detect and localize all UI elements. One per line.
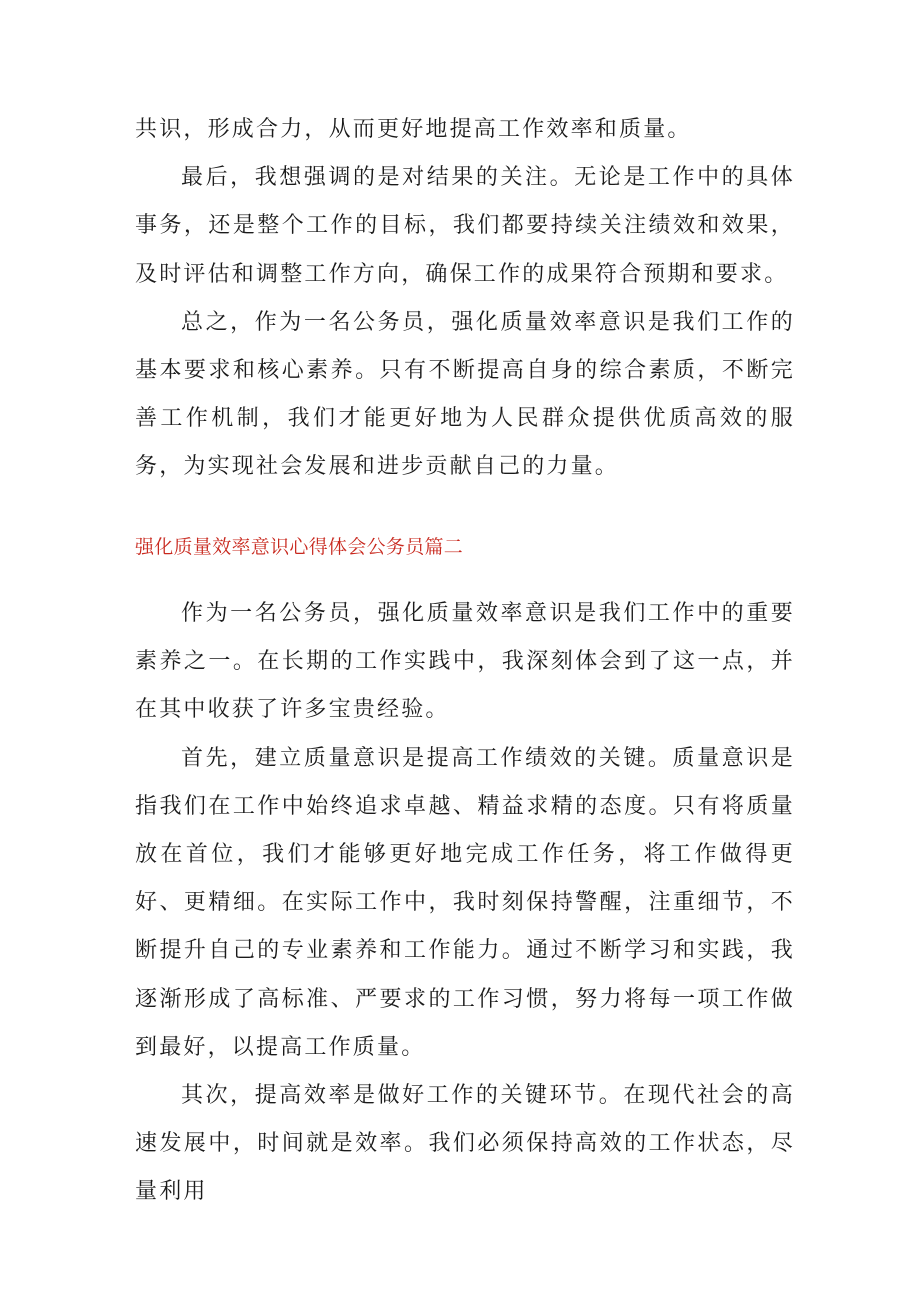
paragraph-conclusion: 总之，作为一名公务员，强化质量效率意识是我们工作的基本要求和核心素养。只有不断提高自身的综合素质，不断完善工作机制，我们才能更好地为人民群众提供优质高效的服务，为实现社会发展和进步贡献自己的力量。 (135, 309, 795, 480)
paragraph-continuation: 共识，形成合力，从而更好地提高工作效率和质量。 (135, 117, 692, 142)
paragraph-quality-awareness: 首先，建立质量意识是提高工作绩效的关键。质量意识是指我们在工作中始终追求卓越、精益求精的态度。只有将质量放在首位，我们才能够更好地完成工作任务，将工作做得更好、更精细。在实际工作中，我时刻保持警醒，注重细节，不断提升自己的专业素养和工作能力。通过不断学习和实践，我逐渐形成了高标准、严要求的工作习惯，努力将每一项工作做到最好，以提高工作质量。 (135, 745, 795, 1060)
paragraph-intro: 作为一名公务员，强化质量效率意识是我们工作中的重要素养之一。在长期的工作实践中，我深刻体会到了这一点，并在其中收获了许多宝贵经验。 (135, 601, 795, 723)
paragraph-efficiency: 其次，提高效率是做好工作的关键环节。在现代社会的高速发展中，时间就是效率。我们必须保持高效的工作状态，尽量利用 (135, 1083, 795, 1205)
section-two-body (135, 590, 795, 1217)
section-one-body (135, 106, 795, 492)
section-heading: 强化质量效率意识心得体会公务员篇二 (135, 536, 464, 558)
paragraph-results-focus: 最后，我想强调的是对结果的关注。无论是工作中的具体事务，还是整个工作的目标，我们都要持续关注绩效和效果，及时评估和调整工作方向，确保工作的成果符合预期和要求。 (135, 165, 795, 287)
